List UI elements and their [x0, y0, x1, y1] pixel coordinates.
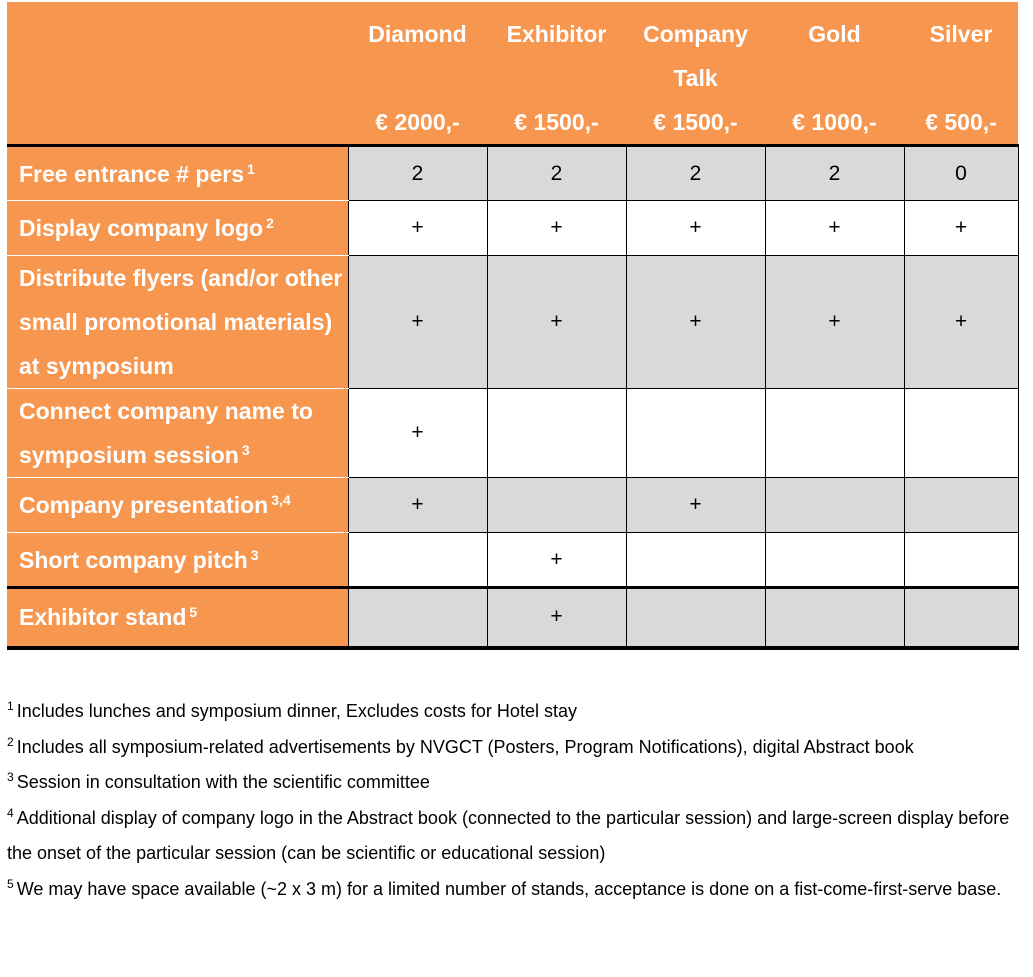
table-cell: +	[348, 201, 487, 256]
package-header-exhibitor	[487, 2, 626, 146]
footnote-marker: 3	[241, 442, 250, 458]
table-cell	[904, 533, 1018, 588]
footnote	[7, 765, 1029, 801]
sponsorship-table	[7, 2, 1019, 650]
footnote-text: We may have space available (~2 x 3 m) for a limited number of stands, acceptance is done on a fist-come-first-serve base.	[16, 878, 1002, 899]
table-row	[7, 588, 1018, 648]
table-cell: +	[487, 588, 626, 648]
footnote	[7, 872, 1029, 908]
table-cell	[348, 588, 487, 648]
table-cell: +	[487, 256, 626, 389]
table-cell: +	[904, 201, 1018, 256]
footnote-mark: 3	[7, 770, 14, 784]
feature-label: Company presentation $^{3,4}$	[7, 478, 348, 533]
table-cell	[626, 389, 765, 478]
footnote-text: Includes all symposium-related advertisements by NVGCT (Posters, Program Notifications), digital Abstract book	[16, 736, 914, 757]
table-row	[7, 201, 1018, 256]
footnote-text: Session in consultation with the scientific committee	[16, 772, 430, 792]
package-header-gold	[765, 2, 904, 146]
table-cell	[348, 533, 487, 588]
package-price: € 1500,-	[514, 109, 599, 135]
package-name-line2: Talk	[673, 65, 718, 91]
package-name: Silver	[929, 21, 993, 47]
table-cell: +	[765, 201, 904, 256]
table-cell	[765, 533, 904, 588]
footnote-marker: 1	[247, 160, 255, 177]
feature-label: Free entrance # pers $^1$	[7, 146, 348, 201]
feature-label: Distribute flyers (and/or other small promotional materials) at symposium	[7, 256, 348, 389]
table-row	[7, 389, 1018, 478]
table-cell: +	[348, 389, 487, 478]
footnotes	[7, 694, 1029, 907]
table-cell	[904, 478, 1018, 533]
feature-label: Exhibitor stand $^5$	[7, 588, 348, 648]
footnote-mark: 4	[7, 805, 14, 820]
footnote-text: Includes lunches and symposium dinner, Excludes costs for Hotel stay	[16, 701, 577, 721]
package-name: Exhibitor	[506, 21, 607, 47]
package-name: Gold	[808, 21, 861, 47]
footnote-mark: 5	[7, 876, 14, 891]
footnote-marker: 3,4	[271, 492, 291, 508]
footnote	[7, 801, 1029, 872]
table-cell: +	[626, 256, 765, 389]
feature-label: Display company logo $^2$	[7, 201, 348, 256]
table-cell: 2	[626, 146, 765, 201]
footnote-marker: 5	[189, 604, 198, 621]
table-cell: +	[626, 201, 765, 256]
table-cell: +	[904, 256, 1018, 389]
table-cell: 2	[348, 146, 487, 201]
table-cell: +	[487, 201, 626, 256]
table-cell: +	[487, 533, 626, 588]
table-cell	[904, 389, 1018, 478]
feature-label: Connect company name to symposium session $^3$	[7, 389, 348, 478]
package-header-diamond	[348, 2, 487, 146]
footnote-mark: 2	[7, 734, 14, 749]
footnote-marker: 3	[250, 546, 259, 563]
table-cell: 2	[765, 146, 904, 201]
package-name: Company	[643, 21, 748, 47]
footnote	[7, 694, 1029, 730]
package-name-line2	[348, 56, 487, 100]
package-name: Diamond	[368, 21, 467, 47]
table-row	[7, 478, 1018, 533]
table-cell	[904, 588, 1018, 648]
table-row	[7, 533, 1018, 588]
table-cell	[626, 588, 765, 648]
package-price: € 1500,-	[653, 109, 738, 135]
table-cell: 2	[487, 146, 626, 201]
package-header-company-talk	[626, 2, 765, 146]
table-cell	[765, 389, 904, 478]
table-cell: +	[348, 256, 487, 389]
table-cell	[765, 588, 904, 648]
package-name-line2	[487, 56, 626, 100]
table-row	[7, 146, 1018, 201]
table-cell	[487, 389, 626, 478]
package-name-line2	[904, 56, 1018, 100]
footnote-marker: 2	[266, 215, 274, 231]
table-cell	[626, 533, 765, 588]
package-price: € 2000,-	[375, 109, 460, 135]
table-row	[7, 256, 1018, 389]
header-corner	[7, 2, 348, 146]
table-cell	[487, 478, 626, 533]
footnote-mark: 1	[7, 699, 14, 713]
package-header-silver	[904, 2, 1018, 146]
table-cell: 0	[904, 146, 1018, 201]
table-cell: +	[348, 478, 487, 533]
table-cell: +	[765, 256, 904, 389]
footnote	[7, 730, 1029, 766]
package-name-line2	[765, 56, 904, 100]
table-cell: +	[626, 478, 765, 533]
package-price: € 500,-	[925, 109, 997, 135]
feature-label: Short company pitch $^3$	[7, 533, 348, 588]
package-price: € 1000,-	[792, 109, 877, 135]
table-header-row	[7, 2, 1018, 146]
table-cell	[765, 478, 904, 533]
footnote-text: Additional display of company logo in the Abstract book (connected to the particular session) and large-screen display before the onset of the particular session (can be scientific or educational session)	[7, 807, 1010, 863]
